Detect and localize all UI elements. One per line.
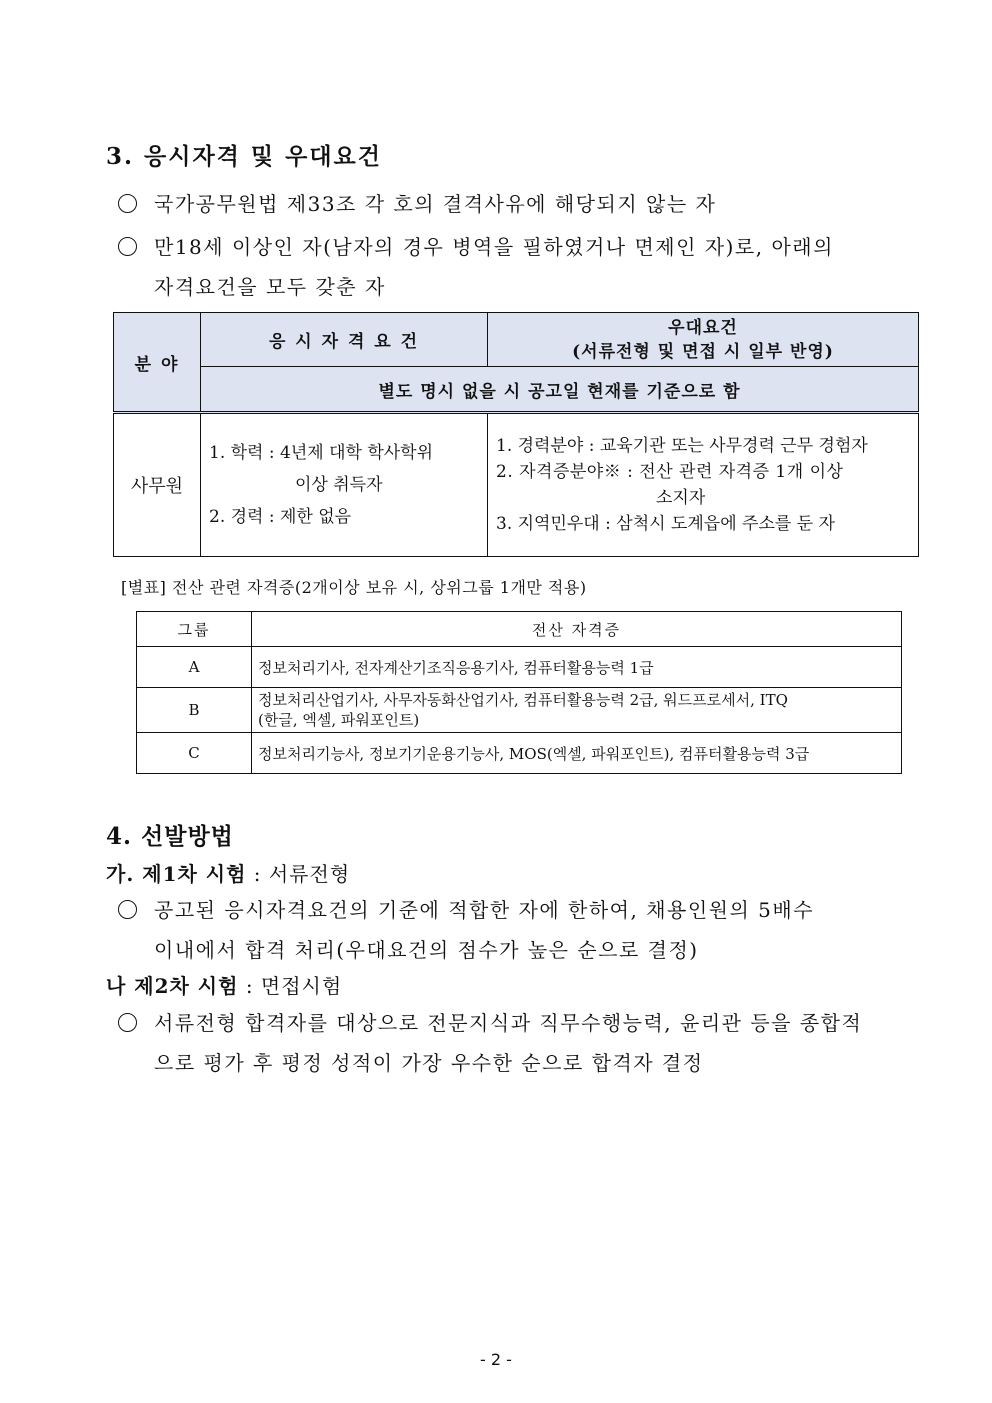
- group-cell: A: [137, 647, 252, 688]
- cert-line: 정보처리산업기사, 사무자동화산업기사, 컴퓨터활용능력 2급, 워드프로세서, ITQ: [258, 691, 788, 709]
- stage1-value: : 서류전형: [253, 862, 351, 886]
- bullet-text-line2: 이내에서 합격 처리(우대요건의 점수가 높은 순으로 결정): [154, 938, 699, 962]
- preferred-cell: [488, 413, 919, 557]
- cert-line: (한글, 엑셀, 파워포인트): [258, 711, 420, 729]
- req-line: 이상 취득자: [295, 475, 383, 495]
- group-cell: B: [137, 688, 252, 733]
- group-cell: C: [137, 733, 252, 774]
- circle-bullet-icon: [118, 1013, 137, 1032]
- circle-bullet-icon: [118, 194, 137, 213]
- cert-cell: 정보처리기능사, 정보기기운용기능사, MOS(엑셀, 파워포인트), 컴퓨터활용능력 3급: [252, 733, 902, 774]
- bullet-text-line2: 자격요건을 모두 갖춘 자: [154, 275, 386, 299]
- section4-title: 4. 선발방법: [106, 823, 234, 850]
- basis-row: 별도 명시 없을 시 공고일 현재를 기준으로 함: [201, 367, 919, 413]
- stage2-bullet: [118, 1003, 928, 1083]
- req-line: 1. 학력 : 4년제 대학 학사학위: [209, 443, 434, 463]
- cert-note: [별표] 전산 관련 자격증(2개이상 보유 시, 상위그룹 1개만 적용): [121, 578, 587, 597]
- field-cell: 사무원: [114, 413, 201, 557]
- stage2-heading: [106, 970, 342, 999]
- circle-bullet-icon: [118, 237, 137, 256]
- header-preferred-line1: 우대요건: [668, 317, 738, 338]
- cert-cell: [252, 688, 902, 733]
- header-field: 분 야: [114, 313, 201, 413]
- stage1-label: 가. 제1차 시험: [106, 862, 247, 886]
- stage2-label: 나 제2차 시험: [106, 974, 239, 998]
- stage2-value: : 면접시험: [245, 974, 343, 998]
- cert-table: [136, 611, 902, 774]
- bullet-text-line1: 만18세 이상인 자(남자의 경우 병역을 필하였거나 면제인 자)로, 아래의: [154, 235, 834, 259]
- bullet-text-line1: 공고된 응시자격요건의 기준에 적합한 자에 한하여, 채용인원의 5배수: [154, 898, 815, 922]
- header-preferred: [488, 313, 919, 367]
- header-preferred-line2: (서류전형 및 면접 시 일부 반영): [572, 341, 834, 362]
- page-number: - 2 -: [480, 1350, 512, 1369]
- circle-bullet-icon: [118, 900, 137, 919]
- bullet-text-line1: 서류전형 합격자를 대상으로 전문지식과 직무수행능력, 윤리관 등을 종합적: [154, 1011, 863, 1035]
- requirements-table: [113, 312, 919, 557]
- requirements-cell: [201, 413, 488, 557]
- section3-bullet-1: [118, 184, 928, 224]
- section3-title: 3. 응시자격 및 우대요건: [106, 143, 382, 170]
- cert-cell: 정보처리기사, 전자계산기조직응용기사, 컴퓨터활용능력 1급: [252, 647, 902, 688]
- stage1-bullet: [118, 890, 928, 970]
- req-line: 2. 경력 : 제한 없음: [209, 507, 352, 527]
- header-group: 그룹: [137, 612, 252, 647]
- stage1-heading: [106, 858, 350, 887]
- header-cert: 전산 자격증: [252, 612, 902, 647]
- pref-line: 1. 경력분야 : 교육기관 또는 사무경력 근무 경험자: [496, 436, 868, 456]
- bullet-text-line2: 으로 평가 후 평정 성적이 가장 우수한 순으로 합격자 결정: [154, 1051, 704, 1075]
- pref-line: 2. 자격증분야※ : 전산 관련 자격증 1개 이상: [496, 462, 844, 482]
- bullet-text: 국가공무원법 제33조 각 호의 결격사유에 해당되지 않는 자: [154, 192, 717, 216]
- pref-line: 소지자: [656, 488, 706, 508]
- pref-line: 3. 지역민우대 : 삼척시 도계읍에 주소를 둔 자: [496, 514, 835, 534]
- section3-bullet-2: [118, 227, 928, 307]
- header-requirements: 응 시 자 격 요 건: [201, 313, 488, 367]
